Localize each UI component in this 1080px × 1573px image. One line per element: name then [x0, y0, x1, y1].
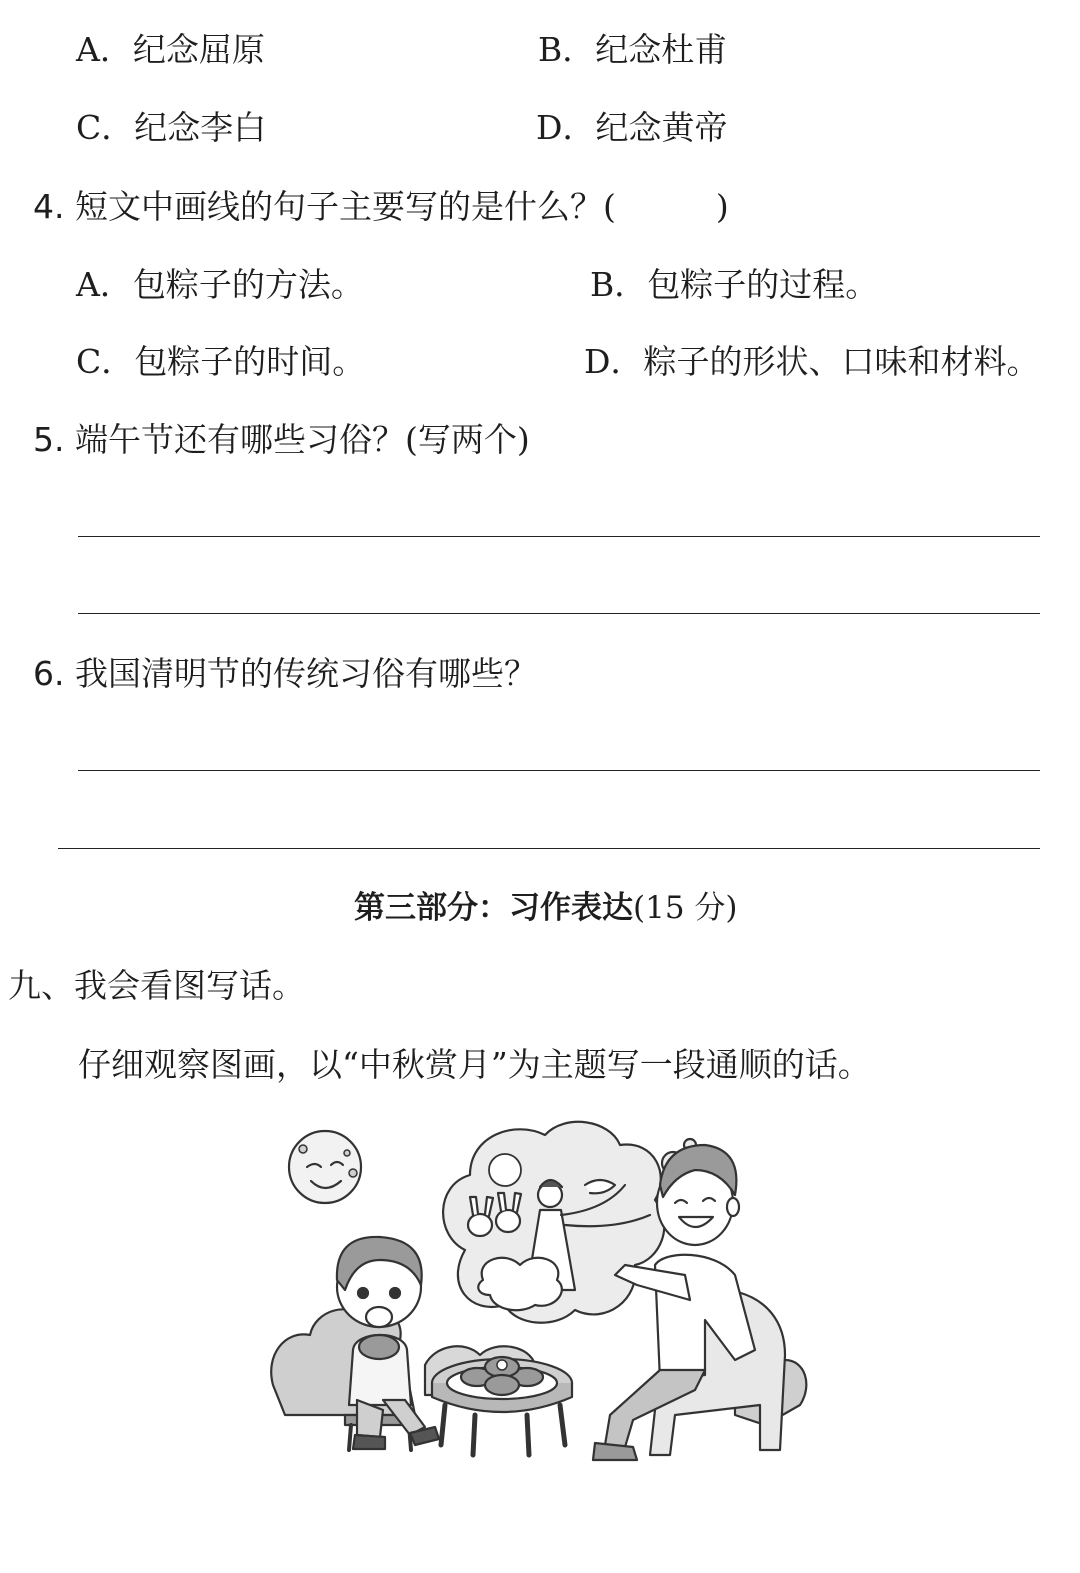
q4-option-a: A．包粽子的方法。: [76, 265, 364, 304]
mid-autumn-illustration-icon: [265, 1115, 815, 1475]
section-score: (15 分): [633, 890, 738, 926]
table-icon: [432, 1357, 572, 1455]
question-4-text: 短文中画线的句子主要写的是什么？(: [75, 187, 616, 226]
q4-option-b: B．包粽子的过程。: [590, 265, 879, 304]
answer-line[interactable]: [58, 848, 1040, 849]
moon-icon: [289, 1131, 361, 1203]
question-6: [33, 654, 537, 694]
q4-option-c: C．包粽子的时间。: [76, 342, 366, 381]
question-5: [33, 420, 530, 460]
q3-option-a: A．纪念屈原: [76, 30, 265, 69]
question-9-heading: 九、我会看图写话。: [8, 966, 305, 1005]
question-6-number: 6.: [33, 654, 65, 693]
question-9-instruction: 仔细观察图画，以“中秋赏月”为主题写一段通顺的话。: [78, 1045, 871, 1084]
section-title-text: 第三部分：习作表达: [354, 890, 633, 926]
answer-line[interactable]: [78, 536, 1040, 537]
q3-option-c: C．纪念李白: [76, 108, 267, 147]
section-title: [354, 888, 738, 928]
q3-option-d: D．纪念黄帝: [536, 108, 728, 147]
question-4-close: ): [715, 187, 729, 226]
question-5-text: 端午节还有哪些习俗？(写两个): [75, 420, 530, 459]
question-4-number: 4.: [33, 187, 65, 226]
q3-option-b: B．纪念杜甫: [538, 30, 728, 69]
answer-line[interactable]: [78, 770, 1040, 771]
q4-option-d: D．粽子的形状、口味和材料。: [584, 342, 1040, 381]
question-6-text: 我国清明节的传统习俗有哪些？: [75, 654, 537, 693]
question-4: [33, 187, 729, 227]
answer-line[interactable]: [78, 613, 1040, 614]
question-5-number: 5.: [33, 420, 65, 459]
